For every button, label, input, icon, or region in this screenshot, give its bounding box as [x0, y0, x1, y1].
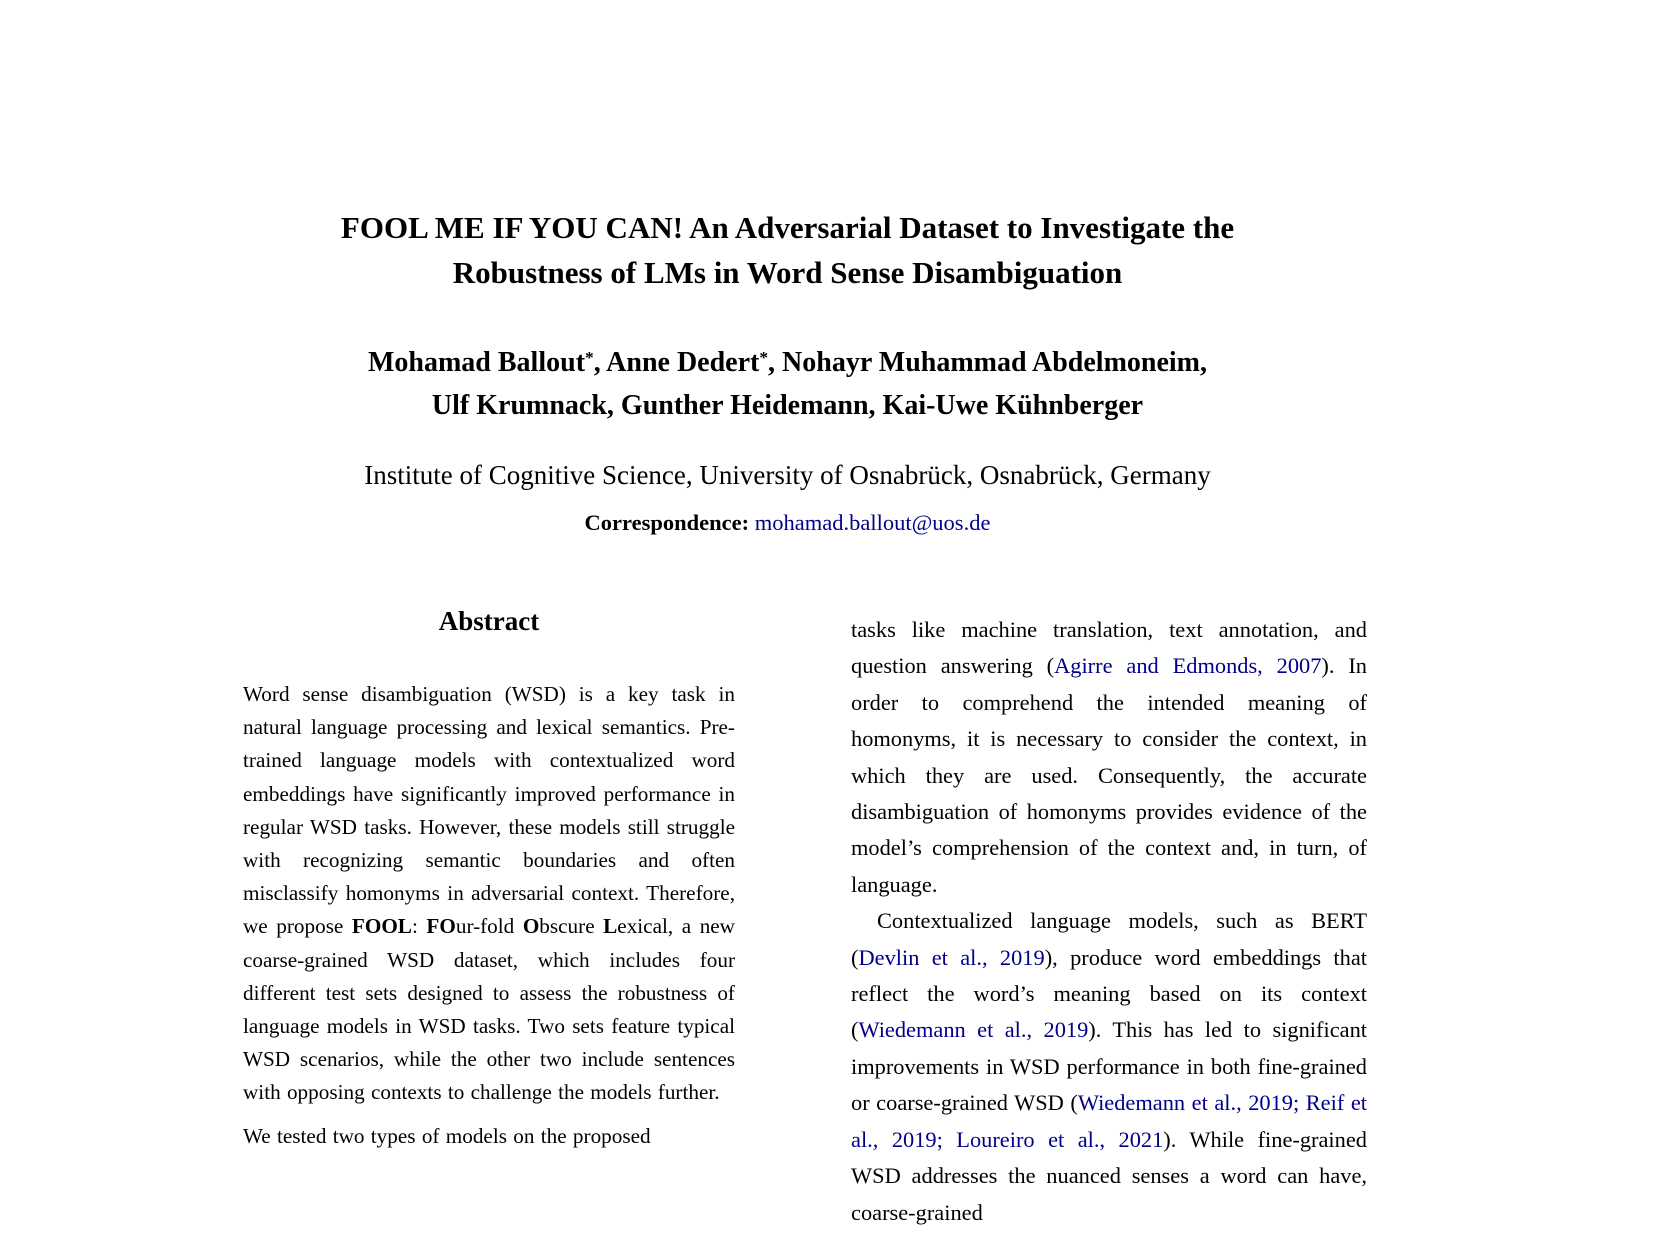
text-run: L	[603, 914, 618, 939]
text-run: ). In order to comprehend the intended meaning of homonyms, it is necessary to consider the context, in which they are used. Consequently, the accurate disambiguation of homonyms provides evidence of the model’s comprehension of the context and, in turn, of language.	[851, 653, 1367, 897]
text-run: bscure	[539, 914, 604, 939]
affiliation: Institute of Cognitive Science, University of Osnabrück, Osnabrück, Germany	[364, 460, 1211, 490]
text-run: Word sense disambiguation (WSD) is a key task in natural language processing and lexical semantics. Pre-trained language models with contextualized word embeddings have significantly improved performance in regular WSD tasks. However, these models still struggle with recognizing semantic boundaries and often misclassify homonyms in adversarial context. Therefore, we propose	[243, 682, 735, 939]
text-run: , Anne Dedert	[593, 347, 760, 378]
paper-title-line1: FOOL ME IF YOU CAN! An Adversarial Dataset to Investigate the	[340, 210, 1235, 245]
citation-link[interactable]: Wiedemann et al., 2019; Reif et al., 2019; Loureiro et al., 2021	[851, 1090, 1367, 1152]
text-run: ). While fine-grained WSD addresses the nuanced senses a word can have, coarse-grained	[851, 1126, 1367, 1225]
text-run: Correspondence:	[584, 510, 755, 535]
text-run: ur-fold	[455, 914, 523, 939]
paper-header	[0, 205, 1575, 538]
text-run: ). This has led to significant improvements in WSD performance in both fine-grained or coarse-grained WSD (	[851, 1017, 1367, 1116]
text-run: *	[759, 348, 769, 368]
citation-link[interactable]: Wiedemann et al., 2019	[858, 1017, 1089, 1043]
intro-paragraph-2	[851, 903, 1367, 1231]
text-run: , Nohayr Muhammad Abdelmoneim,	[768, 347, 1208, 378]
text-run: FO	[426, 914, 456, 939]
text-run: :	[411, 914, 427, 939]
intro-paragraph-1	[851, 612, 1367, 903]
text-run: *	[585, 348, 594, 368]
abstract-paragraph-2: We tested two types of models on the proposed	[243, 1123, 651, 1148]
paper-title-line2: Robustness of LMs in Word Sense Disambiguation	[452, 255, 1123, 290]
text-run: O	[522, 914, 540, 939]
introduction-column	[851, 612, 1367, 1231]
email-link[interactable]: mohamad.ballout@uos.de	[754, 510, 991, 535]
abstract-paragraph-1	[243, 678, 735, 1110]
citation-link[interactable]: Devlin et al., 2019	[858, 944, 1045, 970]
paper-title	[0, 205, 1575, 295]
text-run: tasks like machine translation, text annotation, and question answering (	[851, 617, 1367, 679]
correspondence-line	[0, 508, 1575, 538]
authors-line1	[0, 343, 1575, 386]
abstract-heading: Abstract	[438, 606, 540, 636]
authors	[0, 343, 1575, 426]
text-run: ), produce word embeddings that reflect the word’s meaning based on its context (	[851, 944, 1367, 1043]
text-run: FOOL	[351, 914, 412, 939]
citation-link[interactable]: Agirre and Edmonds, 2007	[1054, 653, 1322, 679]
text-run: exical, a new coarse-grained WSD dataset, which includes four different test sets designed to assess the robustness of language models in WSD tasks. Two sets feature typical WSD scenarios, while the other two include sentences with opposing contexts to challenge the models further.	[243, 914, 735, 1105]
text-run: Mohamad Ballout	[367, 347, 586, 378]
authors-line2: Ulf Krumnack, Gunther Heidemann, Kai-Uwe Kühnberger	[431, 390, 1144, 421]
abstract-section	[243, 604, 735, 1153]
text-run: Contextualized language models, such as BERT (	[851, 908, 1367, 970]
